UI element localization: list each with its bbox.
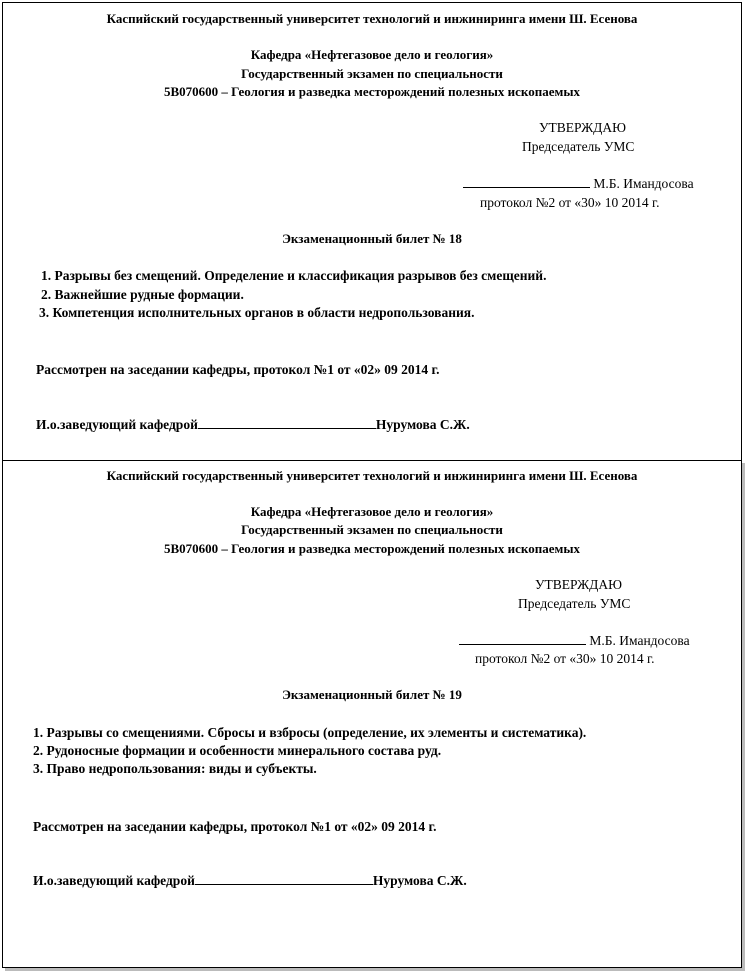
exam-ticket-19 <box>2 460 742 968</box>
question-2: 2. Важнейшие рудные формации. <box>41 287 244 302</box>
reviewed-note: Рассмотрен на заседании кафедры, протокол №1 от «02» 09 2014 г. <box>33 819 437 834</box>
specialty: 5В070600 – Геология и разведка месторождений полезных ископаемых <box>164 84 580 99</box>
signature-name: М.Б. Имандосова <box>589 633 690 648</box>
department-name: Кафедра «Нефтегазовое дело и геология» <box>250 47 494 62</box>
chair-label: Председатель УМС <box>518 596 631 611</box>
question-1: 1. Разрывы без смещений. Определение и классификация разрывов без смещений. <box>41 268 547 283</box>
question-2: 2. Рудоносные формации и особенности минерального состава руд. <box>33 743 442 758</box>
chair-label: Председатель УМС <box>522 139 635 154</box>
signature-line <box>459 644 586 645</box>
approval-protocol: протокол №2 от «30» 10 2014 г. <box>480 195 660 210</box>
university-name: Каспийский государственный университет технологий и инжиниринга имени Ш. Есенова <box>106 468 638 483</box>
approval-protocol: протокол №2 от «30» 10 2014 г. <box>475 651 655 666</box>
ticket-title: Экзаменационный билет № 18 <box>282 231 462 246</box>
department-head <box>33 873 467 889</box>
approve-label: УТВЕРЖДАЮ <box>539 120 627 135</box>
question-3: 3. Право недропользования: виды и субъекты. <box>33 761 317 776</box>
department-head <box>36 417 470 433</box>
department-name: Кафедра «Нефтегазовое дело и геология» <box>250 504 494 519</box>
head-name: Нурумова С.Ж. <box>375 417 470 432</box>
university-name: Каспийский государственный университет технологий и инжиниринга имени Ш. Есенова <box>106 11 638 26</box>
signature-line <box>463 187 590 188</box>
head-label: И.о.заведующий кафедрой <box>36 417 198 432</box>
ticket-title: Экзаменационный билет № 19 <box>282 687 462 702</box>
approval-signature <box>459 633 690 649</box>
head-signature-line <box>195 884 373 885</box>
exam-type: Государственный экзамен по специальности <box>241 522 503 537</box>
head-label: И.о.заведующий кафедрой <box>33 873 195 888</box>
question-3: 3. Компетенция исполнительных органов в области недропользования. <box>39 305 475 320</box>
head-name: Нурумова С.Ж. <box>372 873 467 888</box>
head-signature-line <box>198 428 376 429</box>
specialty: 5В070600 – Геология и разведка месторождений полезных ископаемых <box>164 541 580 556</box>
reviewed-note: Рассмотрен на заседании кафедры, протокол №1 от «02» 09 2014 г. <box>36 362 440 377</box>
signature-name: М.Б. Имандосова <box>593 176 694 191</box>
approve-label: УТВЕРЖДАЮ <box>535 577 623 592</box>
approval-signature <box>463 176 694 192</box>
exam-type: Государственный экзамен по специальности <box>241 66 503 81</box>
exam-ticket-18 <box>2 2 742 464</box>
question-1: 1. Разрывы со смещениями. Сбросы и взбросы (определение, их элементы и систематика). <box>33 725 587 740</box>
